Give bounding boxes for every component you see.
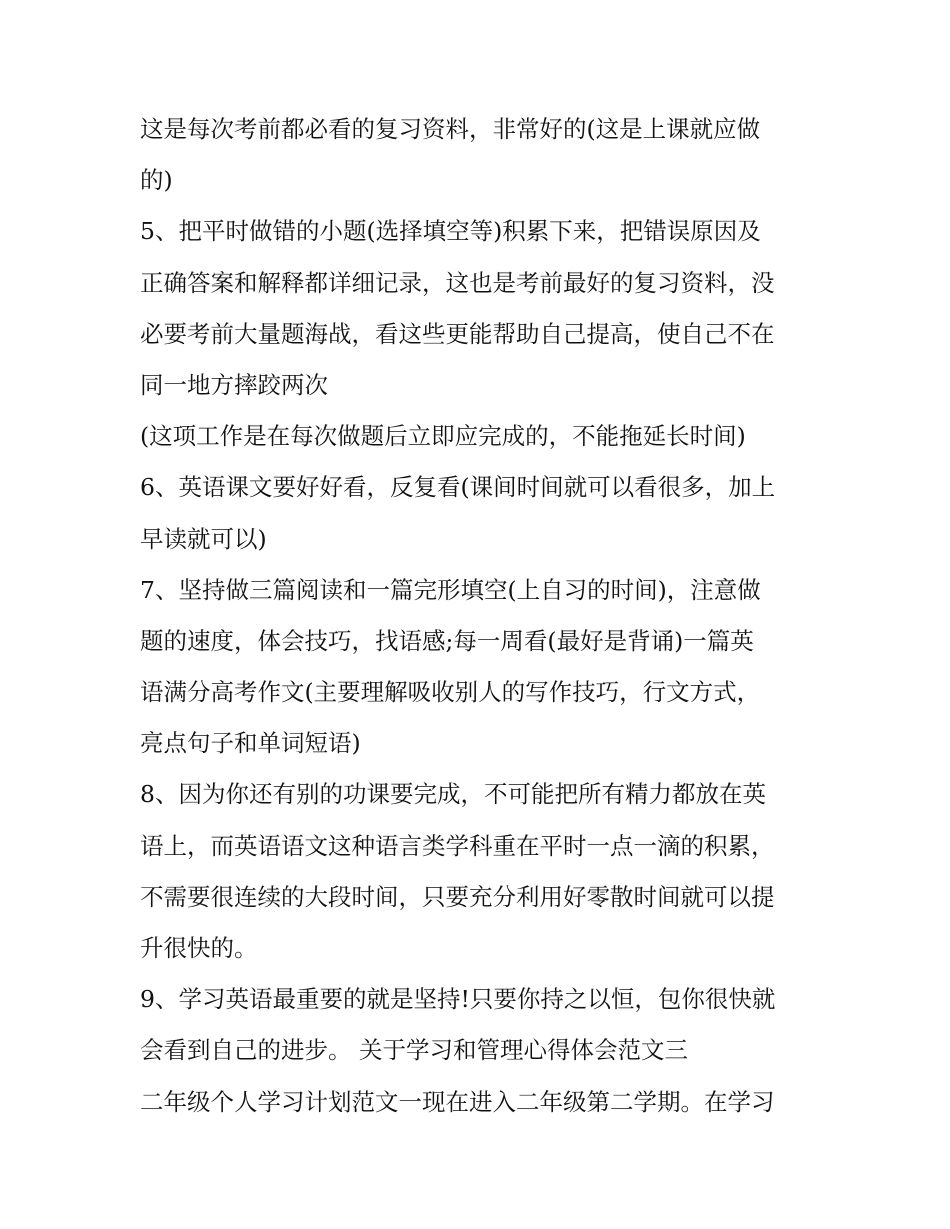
text-line: 语上，而英语语文这种语言类学科重在平时一点一滴的积累，: [140, 831, 775, 860]
document-body: [140, 104, 830, 1128]
text-line: 8、因为你还有别的功课要完成，不可能把所有精力都放在英: [140, 780, 766, 809]
text-line: 正确答案和解释都详细记录，这也是考前最好的复习资料，没: [140, 268, 775, 297]
text-line: 会看到自己的进步。 关于学习和管理心得体会范文三: [140, 1036, 688, 1065]
text-line: 语满分高考作文(主要理解吸收别人的写作技巧，行文方式，: [140, 678, 761, 707]
text-line: (这项工作是在每次做题后立即应完成的，不能拖延长时间): [140, 422, 746, 451]
text-line: 9、学习英语最重要的就是坚持!只要你持之以恒，包你很快就: [140, 985, 776, 1014]
text-line: 亮点句子和单词短语): [140, 729, 361, 758]
text-line: 升很快的。: [140, 934, 258, 962]
text-line: 不需要很连续的大段时间，只要充分利用好零散时间就可以提: [140, 882, 775, 911]
text-line: 这是每次考前都必看的复习资料，非常好的(这是上课就应做: [140, 115, 761, 143]
text-line: 的): [140, 166, 173, 195]
text-line: 5、把平时做错的小题(选择填空等)积累下来，把错误原因及: [140, 217, 761, 246]
text-line: 题的速度，体会技巧，找语感;每一周看(最好是背诵)一篇英: [140, 626, 754, 655]
text-line: 7、坚持做三篇阅读和一篇完形填空(上自习的时间)，注意做: [140, 575, 761, 604]
text-line: 6、英语课文要好好看，反复看(课间时间就可以看很多，加上: [140, 473, 776, 502]
text-line: 必要考前大量题海战，看这些更能帮助自己提高，使自己不在: [140, 319, 775, 348]
text-line: 早读就可以): [140, 524, 267, 553]
text-line: 二年级个人学习计划范文一现在进入二年级第二学期。在学习: [140, 1087, 775, 1116]
text-line: 同一地方摔跤两次: [140, 370, 328, 399]
